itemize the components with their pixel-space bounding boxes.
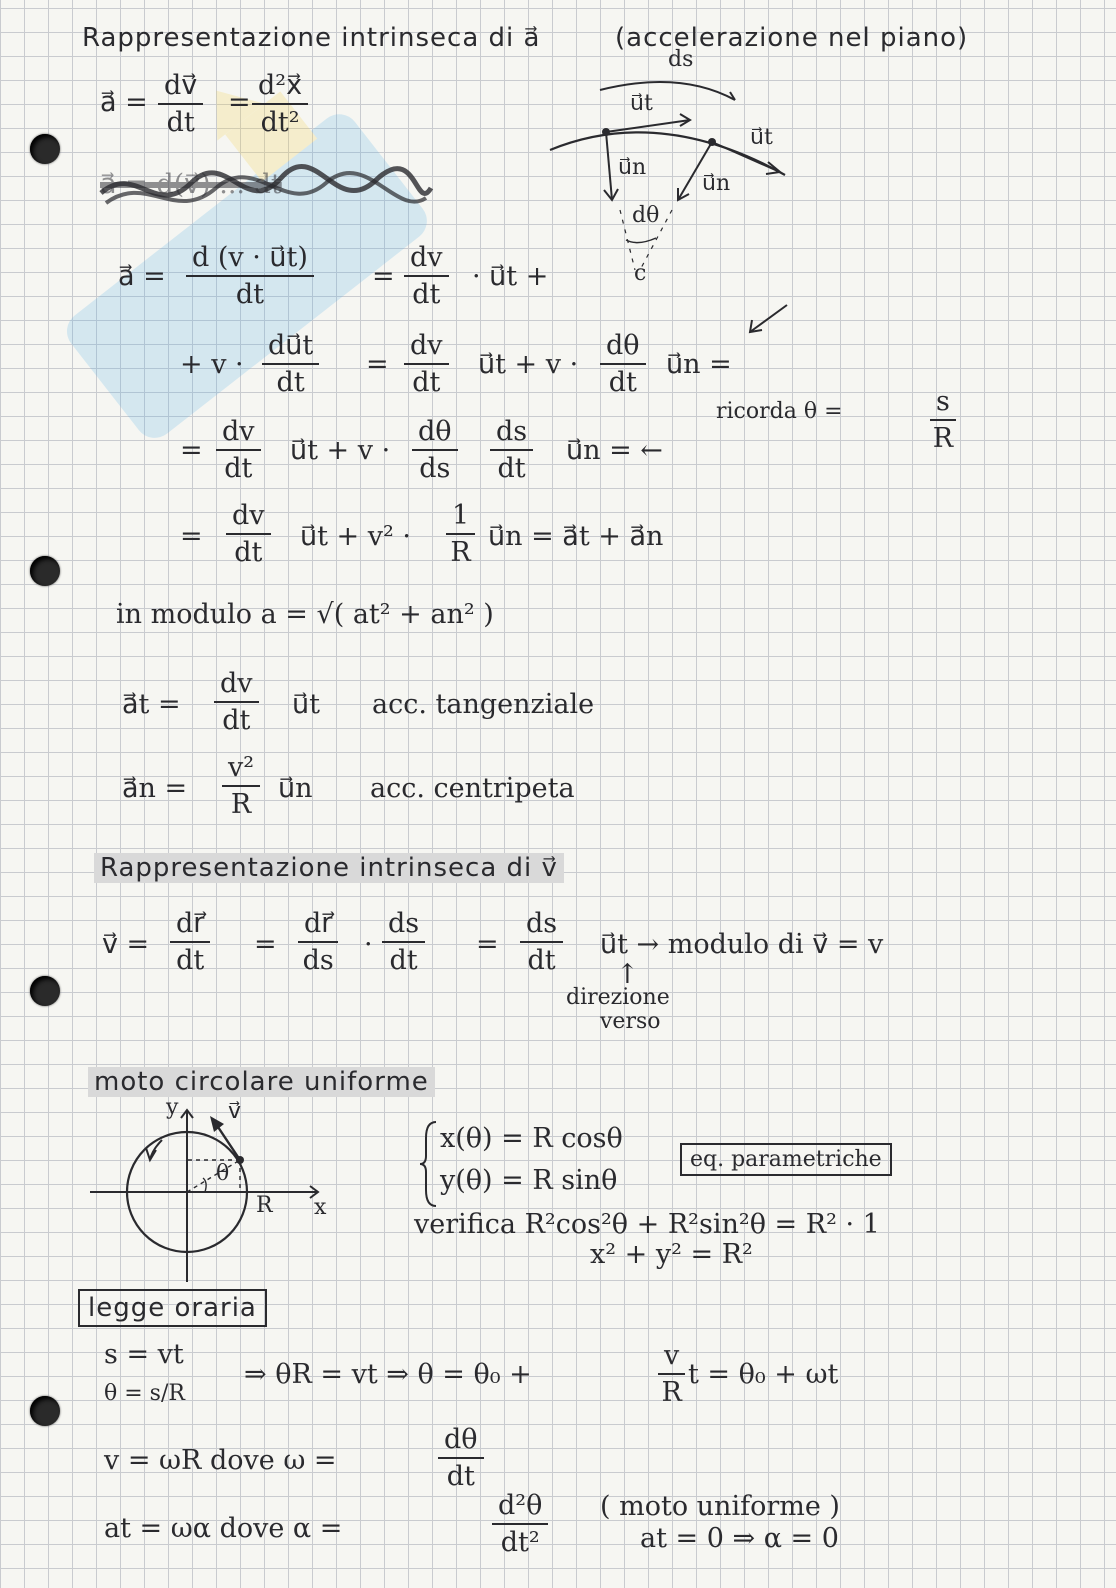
- frac-1-R: $\frac{1}{R}$: [446, 500, 475, 568]
- frac-dtheta-ds: $\frac{d\theta}{ds}$: [412, 416, 458, 484]
- frac-dv-dt-2: $\frac{dv}{dt}$: [404, 242, 449, 310]
- frac-dv-dt-4: $\frac{dv}{dt}$: [216, 416, 261, 484]
- frac-dv-dt: $\frac{dv⃗}{dt}$: [158, 70, 203, 138]
- binder-hole: [30, 976, 60, 1006]
- circle-x-label: x: [314, 1195, 327, 1220]
- frac-dtheta-dt: $\frac{d\theta}{dt}$: [600, 330, 646, 398]
- term-at-an: u⃗n = a⃗t + a⃗n: [488, 521, 664, 552]
- circle-theta-label: θ: [216, 1161, 230, 1186]
- note-moto-uniforme: ( moto uniforme ): [600, 1491, 840, 1522]
- binder-hole: [30, 556, 60, 586]
- eq-x-theta: x(θ) = R cosθ: [440, 1123, 623, 1154]
- verify-line-2: x² + y² = R²: [590, 1239, 753, 1270]
- diagram-un1-label: u⃗n: [618, 155, 647, 180]
- eq-sign: =: [476, 929, 499, 960]
- note-acc-centripeta: acc. centripeta: [370, 773, 575, 804]
- frac-dvut-dt: $\frac{d (v \cdot u⃗t)}{dt}$: [186, 242, 314, 310]
- heading-circular-motion: moto circolare uniforme: [88, 1068, 435, 1097]
- heading-accel: Rappresentazione intrinseca di a⃗: [82, 23, 541, 53]
- ut-modulus: u⃗t → modulo di v⃗ = v: [600, 929, 884, 960]
- term-un-arrow: u⃗n = ←: [566, 435, 663, 466]
- eq-sign: =: [180, 521, 203, 552]
- eq-sign: =: [180, 435, 203, 466]
- frac-dv-dt-3: $\frac{dv}{dt}$: [404, 330, 449, 398]
- system-brace: [418, 1118, 438, 1210]
- term-ut-v-2: u⃗t + v ·: [290, 435, 391, 466]
- term-un: u⃗n =: [666, 349, 732, 380]
- frac-s-R: $\frac{s}{R}$: [930, 386, 956, 454]
- heading-velocity: Rappresentazione intrinseca di v⃗: [94, 854, 564, 883]
- term-ut-v2: u⃗t + v² ·: [300, 521, 411, 552]
- eq-s-vt: s = vt: [104, 1339, 184, 1370]
- at-ut: u⃗t: [292, 689, 320, 720]
- circle-v-label: v⃗: [228, 1099, 242, 1124]
- box-parametric: eq. parametriche: [680, 1148, 892, 1172]
- note-acc-tangenziale: acc. tangenziale: [372, 689, 595, 720]
- frac-dv-dt-5: $\frac{dv}{dt}$: [226, 500, 271, 568]
- up-arrow: ↑: [616, 959, 639, 990]
- scribble: [96, 158, 436, 228]
- eq-y-theta: y(θ) = R sinθ: [440, 1165, 618, 1196]
- eq-v-omega: v = ωR dove ω =: [104, 1445, 337, 1476]
- note-verso: verso: [600, 1009, 661, 1034]
- frac-v2-R: $\frac{\text{v²}}{R}$: [222, 752, 260, 820]
- diagram-ds-label: ds: [668, 47, 694, 72]
- frac-ds-dt-3: $\frac{ds}{dt}$: [520, 908, 563, 976]
- eq-chain: ⇒ θR = vt ⇒ θ = θ₀ +: [244, 1359, 532, 1390]
- diagram-dtheta-label: dθ: [632, 203, 660, 228]
- term-v-dot: + v ·: [180, 349, 244, 380]
- eq-a-lhs: a⃗ =: [100, 87, 148, 118]
- frac-dtheta-dt-2: $\frac{d\theta}{dt}$: [438, 1424, 484, 1492]
- eq-at-alpha: at = ωα dove α =: [104, 1513, 343, 1544]
- eq-sign: =: [228, 87, 251, 118]
- frac-dut-dt: $\frac{du⃗t}{dt}$: [262, 330, 319, 398]
- at-lhs: a⃗t =: [122, 689, 181, 720]
- note-direzione: direzione: [566, 985, 670, 1010]
- frac-dv-dt-6: $\frac{dv}{dt}$: [214, 668, 259, 736]
- frac-dr-ds: $\frac{dr⃗}{ds}$: [298, 908, 338, 976]
- term-ut-v: u⃗t + v ·: [478, 349, 579, 380]
- frac-d2x-dt2: $\frac{\text{d²x⃗}}{\text{dt²}}$: [252, 70, 308, 138]
- verify-line: verifica R²cos²θ + R²sin²θ = R² · 1: [414, 1209, 880, 1240]
- heading-legge-oraria: legge oraria: [78, 1294, 267, 1323]
- diagram-center-label: c: [634, 261, 647, 286]
- frac-ds-dt-2: $\frac{ds}{dt}$: [382, 908, 425, 976]
- note-at-zero: at = 0 ⇒ α = 0: [640, 1523, 839, 1554]
- an-lhs: a⃗n =: [122, 773, 188, 804]
- frac-dr-dt: $\frac{dr⃗}{dt}$: [170, 908, 210, 976]
- eq-theta-s-R: θ = s/R: [104, 1381, 185, 1406]
- term-ut-plus: · u⃗t +: [472, 261, 549, 292]
- eq-sign: =: [372, 261, 395, 292]
- circle-R-label: R: [256, 1193, 273, 1218]
- binder-hole: [30, 1396, 60, 1426]
- dot: ·: [364, 929, 373, 960]
- frac-ds-dt: $\frac{ds}{dt}$: [490, 416, 533, 484]
- arc-diagram: [540, 47, 800, 290]
- circle-y-label: y: [166, 1095, 179, 1120]
- crossed-out-text: a⃗ = d(v⃗) ... dt: [100, 169, 282, 200]
- note-ricorda: ricorda θ =: [716, 399, 843, 424]
- eq-sign: =: [366, 349, 389, 380]
- modulus-formula: in modulo a = √( at² + an² ): [116, 599, 494, 630]
- diagram-ut2-label: u⃗t: [750, 125, 773, 150]
- frac-d2theta-dt2: $\frac{\text{d²θ}}{\text{dt²}}$: [492, 1490, 548, 1558]
- heading-accel-note: (accelerazione nel piano): [615, 23, 969, 53]
- eq-a-lhs-2: a⃗ =: [118, 261, 166, 292]
- v-lhs: v⃗ =: [102, 929, 150, 960]
- an-un: u⃗n: [278, 773, 313, 804]
- circle-diagram: [90, 1100, 340, 1290]
- small-arrow: [742, 300, 792, 340]
- diagram-un2-label: u⃗n: [702, 171, 731, 196]
- eq-sign: =: [254, 929, 277, 960]
- frac-v-R: $\frac{v}{R}$: [658, 1340, 685, 1408]
- diagram-ut1-label: u⃗t: [630, 91, 653, 116]
- eq-chain-tail: t = θ₀ + ωt: [688, 1359, 839, 1390]
